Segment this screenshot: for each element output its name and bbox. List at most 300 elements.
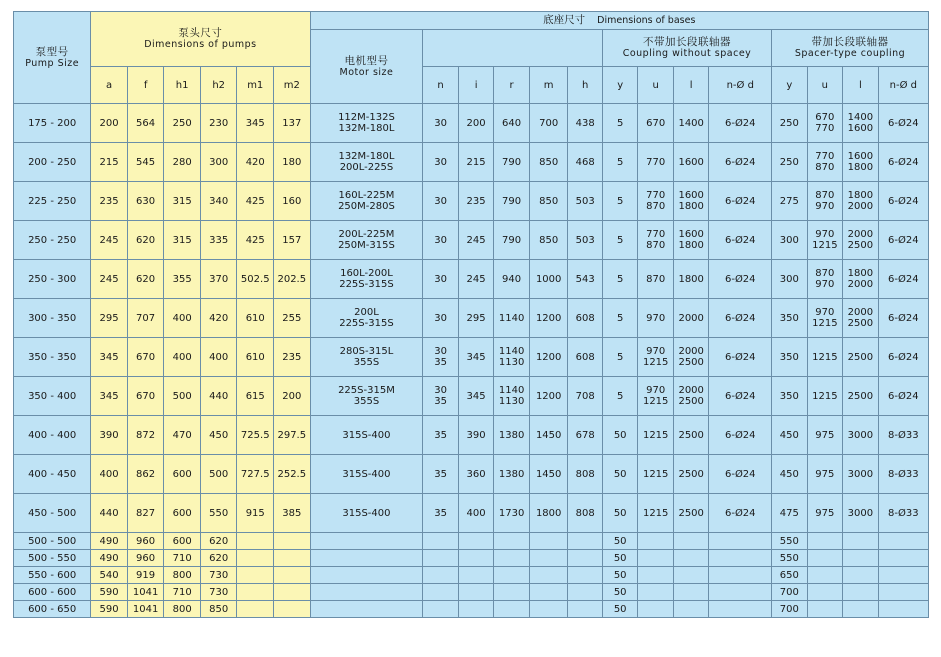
- empty-cell: [568, 567, 602, 584]
- cell-line: 670: [815, 112, 835, 123]
- motor-cell: [310, 221, 423, 260]
- pump-dim-cell: 425: [237, 221, 274, 260]
- pump-size-en: Pump Size: [25, 57, 80, 69]
- cell-line: 6-Ø24: [724, 468, 756, 480]
- cell-line: 6-Ø24: [888, 234, 919, 246]
- cell-line: 1215: [812, 351, 838, 363]
- cell-line: 975: [815, 468, 835, 480]
- pump-dim-cell: 252.5: [274, 455, 311, 494]
- empty-cell: [237, 550, 274, 567]
- cell-line: 1800: [678, 273, 704, 285]
- pump-dim-cell: 160: [274, 182, 311, 221]
- base-dim-cell: 678: [568, 416, 602, 455]
- cell-line: 870: [815, 190, 835, 201]
- spacer-cell: [807, 494, 843, 533]
- pump-dim-cell: 540: [91, 567, 128, 584]
- empty-cell: [843, 584, 879, 601]
- empty-cell: [878, 584, 928, 601]
- pump-dim-cell: 425: [237, 182, 274, 221]
- no-spacer-cell: [602, 455, 638, 494]
- coupling-no-cn: 不带加长段联轴器: [643, 36, 732, 48]
- pump-dim-cell: 400: [164, 338, 201, 377]
- pump-dim-cell: 915: [237, 494, 274, 533]
- pump-dim-cell: 502.5: [237, 260, 274, 299]
- cell-line: 6-Ø24: [724, 156, 756, 168]
- base-dim-cell: 790: [494, 182, 530, 221]
- cell-line: 355S: [353, 396, 380, 407]
- base-dim-cell: 708: [568, 377, 602, 416]
- base-dim-cell: 30: [423, 260, 459, 299]
- spacer-cell: [772, 416, 808, 455]
- motor-cell: [310, 494, 423, 533]
- cell-line: 2500: [847, 318, 874, 329]
- no-spacer-cell: [638, 299, 674, 338]
- spacer-cell: [807, 299, 843, 338]
- pump-size-cn: 泵型号: [35, 45, 69, 58]
- base-blank-header: [423, 30, 603, 67]
- no-spacer-cell: [602, 338, 638, 377]
- pump-size-cell: 250 - 300: [14, 260, 91, 299]
- col-header-spacer: y: [772, 67, 808, 104]
- pump-dim-cell: 862: [127, 455, 164, 494]
- base-dim-cell: [423, 338, 459, 377]
- cell-line: 2500: [678, 507, 704, 519]
- motor-cell: [310, 104, 423, 143]
- pump-dim-cell: 400: [91, 455, 128, 494]
- empty-cell: [274, 533, 311, 550]
- pump-dim-cell: 670: [127, 338, 164, 377]
- pump-dim-cell: 615: [237, 377, 274, 416]
- cell-line: 35: [434, 396, 447, 407]
- no-spacer-cell: [673, 377, 709, 416]
- empty-cell: [673, 567, 709, 584]
- spacer-cell: [772, 377, 808, 416]
- pump-dim-cell: 215: [91, 143, 128, 182]
- motor-cell: [310, 567, 423, 584]
- empty-cell: [638, 601, 674, 618]
- no-spacer-cell: [602, 416, 638, 455]
- no-spacer-cell: [673, 104, 709, 143]
- col-header-no-spacer: n-Ø d: [709, 67, 772, 104]
- pump-dim-cell: 1041: [127, 601, 164, 618]
- cell-line: 970: [646, 346, 666, 357]
- motor-cell: [310, 584, 423, 601]
- spacer-cell: [878, 377, 928, 416]
- empty-cell: [423, 533, 459, 550]
- cell-line: 1140: [498, 346, 525, 357]
- cell-line: 50: [613, 429, 627, 441]
- empty-cell: [568, 601, 602, 618]
- empty-cell: [673, 601, 709, 618]
- motor-cell: [310, 601, 423, 618]
- cell-line: 3000: [847, 507, 874, 519]
- empty-cell: [638, 567, 674, 584]
- base-dim-cell: 345: [458, 338, 494, 377]
- empty-cell: [494, 550, 530, 567]
- table-row: [14, 299, 929, 338]
- spacer-cell: [878, 494, 928, 533]
- spacer-cell: [807, 260, 843, 299]
- pump-dim-cell: 157: [274, 221, 311, 260]
- empty-cell: [843, 550, 879, 567]
- pump-dim-cell: 1041: [127, 584, 164, 601]
- table-row: [14, 377, 929, 416]
- pump-dim-cell: 707: [127, 299, 164, 338]
- pump-dim-cell: 470: [164, 416, 201, 455]
- base-dim-cell: 1380: [494, 416, 530, 455]
- cell-line: 30: [434, 385, 447, 396]
- cell-line: 6-Ø24: [724, 390, 756, 402]
- cell-line: 870: [815, 162, 835, 173]
- table-row: [14, 416, 929, 455]
- pump-size-cell: 600 - 600: [14, 584, 91, 601]
- table-row: [14, 104, 929, 143]
- cell-line: 1215: [812, 390, 838, 402]
- no-spacer-cell: [673, 143, 709, 182]
- cell-line: 3000: [847, 468, 874, 480]
- cell-line: 1130: [498, 357, 525, 368]
- empty-cell: [568, 550, 602, 567]
- base-dim-cell: 1730: [494, 494, 530, 533]
- cell-line: 6-Ø24: [724, 273, 756, 285]
- pump-size-cell: 350 - 400: [14, 377, 91, 416]
- pump-dim-cell: 300: [200, 143, 237, 182]
- spacer-cell: [878, 455, 928, 494]
- empty-cell: [568, 584, 602, 601]
- pump-dim-cell: 235: [91, 182, 128, 221]
- col-header-base: r: [494, 67, 530, 104]
- pump-dim-cell: 710: [164, 584, 201, 601]
- col-header-pump: m1: [237, 67, 274, 104]
- pump-dim-cell: 564: [127, 104, 164, 143]
- base-dim-cell: 700: [529, 104, 568, 143]
- no-spacer-cell: [638, 377, 674, 416]
- no-spacer-cell: [638, 416, 674, 455]
- base-dim-cell: 400: [458, 494, 494, 533]
- pump-size-cell: 500 - 550: [14, 550, 91, 567]
- cell-line: 250M-280S: [338, 201, 395, 212]
- empty-cell: [274, 584, 311, 601]
- cell-line: 770: [815, 123, 835, 134]
- pump-dim-cell: 315: [164, 182, 201, 221]
- pump-dim-cell: 200: [91, 104, 128, 143]
- base-dim-cell: 215: [458, 143, 494, 182]
- spacer-cell: [807, 143, 843, 182]
- spacer-cell: 550: [772, 533, 808, 550]
- pump-dim-cell: 725.5: [237, 416, 274, 455]
- pump-dim-cell: 345: [237, 104, 274, 143]
- cell-line: 870: [646, 273, 666, 285]
- pump-dim-cell: 850: [200, 601, 237, 618]
- base-dim-cell: 640: [494, 104, 530, 143]
- no-spacer-cell: [709, 455, 772, 494]
- empty-cell: [807, 550, 843, 567]
- cell-line: 2500: [678, 396, 704, 407]
- no-spacer-cell: [638, 143, 674, 182]
- empty-cell: [709, 584, 772, 601]
- cell-line: 970: [815, 279, 835, 290]
- col-header-pump: h1: [164, 67, 201, 104]
- cell-line: 1600: [678, 156, 704, 168]
- no-spacer-cell: [602, 494, 638, 533]
- base-dim-cell: 850: [529, 182, 568, 221]
- pump-dim-cell: 630: [127, 182, 164, 221]
- cell-line: 6-Ø24: [724, 507, 756, 519]
- pump-size-cell: 400 - 400: [14, 416, 91, 455]
- cell-line: 35: [434, 357, 447, 368]
- cell-line: 975: [815, 507, 835, 519]
- spacer-cell: [843, 143, 879, 182]
- cell-line: 1215: [642, 357, 669, 368]
- cell-line: 1600: [678, 190, 704, 201]
- cell-line: 2000: [678, 346, 704, 357]
- no-spacer-cell: 50: [602, 550, 638, 567]
- cell-line: 1140: [498, 385, 525, 396]
- pump-size-cell: 350 - 350: [14, 338, 91, 377]
- pump-size-cell: 500 - 500: [14, 533, 91, 550]
- pump-dim-cell: 440: [91, 494, 128, 533]
- motor-cell: [310, 455, 423, 494]
- spacer-cell: [843, 494, 879, 533]
- cell-line: 6-Ø24: [888, 390, 919, 402]
- coupling-no-en: Coupling without spacey: [622, 48, 752, 59]
- cell-line: 6-Ø24: [888, 351, 919, 363]
- empty-cell: [494, 601, 530, 618]
- no-spacer-cell: [602, 377, 638, 416]
- cell-line: 6-Ø24: [888, 273, 919, 285]
- col-header-no-spacer: u: [638, 67, 674, 104]
- cell-line: 5: [617, 273, 624, 285]
- empty-cell: [237, 584, 274, 601]
- pump-dim-cell: 730: [200, 567, 237, 584]
- empty-cell: [458, 550, 494, 567]
- motor-cell: [310, 182, 423, 221]
- table-row: [14, 584, 929, 601]
- empty-cell: [458, 601, 494, 618]
- base-dim-cell: 295: [458, 299, 494, 338]
- pump-dim-cell: 370: [200, 260, 237, 299]
- motor-header: [310, 30, 423, 104]
- base-dim-cell: 850: [529, 143, 568, 182]
- no-spacer-cell: [709, 494, 772, 533]
- empty-cell: [494, 567, 530, 584]
- pump-size-cell: 600 - 650: [14, 601, 91, 618]
- base-dim-cell: 808: [568, 494, 602, 533]
- pump-dim-cell: 245: [91, 221, 128, 260]
- pump-dim-cell: 610: [237, 338, 274, 377]
- base-dim-cell: [423, 377, 459, 416]
- base-dim-cell: 1000: [529, 260, 568, 299]
- pump-dim-cell: 670: [127, 377, 164, 416]
- spacer-cell: [772, 494, 808, 533]
- base-dim-cell: 235: [458, 182, 494, 221]
- col-header-no-spacer: y: [602, 67, 638, 104]
- cell-line: 2500: [678, 357, 704, 368]
- cell-line: 30: [434, 346, 447, 357]
- pump-dims-cn: 泵头尺寸: [178, 27, 223, 39]
- spacer-cell: [772, 299, 808, 338]
- pump-dim-cell: 490: [91, 550, 128, 567]
- no-spacer-cell: [602, 299, 638, 338]
- base-dim-cell: 503: [568, 182, 602, 221]
- cell-line: 6-Ø24: [888, 156, 919, 168]
- col-header-base: n: [423, 67, 459, 104]
- cell-line: 160L-225M: [338, 190, 395, 201]
- spacer-cell: [878, 104, 928, 143]
- cell-line: 975: [815, 429, 835, 441]
- cell-line: 3000: [847, 429, 874, 441]
- base-dims-header: [310, 12, 928, 30]
- motor-cn: 电机型号: [344, 54, 389, 67]
- cell-line: 225S-315M: [338, 385, 395, 396]
- cell-line: 2000: [678, 385, 704, 396]
- cell-line: 5: [617, 195, 624, 207]
- table-row: [14, 550, 929, 567]
- empty-cell: [529, 550, 568, 567]
- empty-cell: [494, 533, 530, 550]
- cell-line: 870: [646, 201, 666, 212]
- cell-line: 1800: [678, 240, 704, 251]
- spacer-cell: [772, 104, 808, 143]
- no-spacer-cell: 50: [602, 567, 638, 584]
- cell-line: 670: [646, 117, 666, 129]
- empty-cell: [878, 533, 928, 550]
- pump-dim-cell: 827: [127, 494, 164, 533]
- table-row: [14, 455, 929, 494]
- pump-dim-cell: 335: [200, 221, 237, 260]
- header-row-3: [14, 67, 929, 104]
- no-spacer-cell: [673, 338, 709, 377]
- cell-line: 350: [779, 312, 799, 324]
- cell-line: 132M-180L: [338, 151, 395, 162]
- empty-cell: [274, 550, 311, 567]
- empty-cell: [458, 533, 494, 550]
- spacer-cell: [807, 104, 843, 143]
- pump-dim-cell: 345: [91, 338, 128, 377]
- pump-dim-cell: 500: [164, 377, 201, 416]
- base-dim-cell: 940: [494, 260, 530, 299]
- cell-line: 6-Ø24: [724, 351, 756, 363]
- spacer-cell: [878, 182, 928, 221]
- no-spacer-cell: [709, 299, 772, 338]
- cell-line: 870: [646, 240, 666, 251]
- cell-line: 315S-400: [342, 507, 391, 519]
- spacer-cell: [843, 299, 879, 338]
- pump-size-cell: 400 - 450: [14, 455, 91, 494]
- pump-dim-cell: 137: [274, 104, 311, 143]
- cell-line: 355S: [353, 357, 380, 368]
- empty-cell: [494, 584, 530, 601]
- cell-line: 970: [815, 307, 835, 318]
- base-dim-cell: 35: [423, 416, 459, 455]
- empty-cell: [423, 584, 459, 601]
- cell-line: 1600: [678, 229, 704, 240]
- motor-cell: [310, 338, 423, 377]
- cell-line: 5: [617, 390, 624, 402]
- cell-line: 300: [779, 273, 799, 285]
- pump-dim-cell: 200: [274, 377, 311, 416]
- pump-dim-cell: 180: [274, 143, 311, 182]
- cell-line: 870: [815, 268, 835, 279]
- col-header-no-spacer: l: [673, 67, 709, 104]
- empty-cell: [807, 584, 843, 601]
- no-spacer-cell: [709, 104, 772, 143]
- empty-cell: [709, 550, 772, 567]
- col-header-pump: f: [127, 67, 164, 104]
- pump-dim-cell: 345: [91, 377, 128, 416]
- empty-cell: [529, 567, 568, 584]
- base-dim-cell: 30: [423, 182, 459, 221]
- pump-dim-cell: 400: [200, 338, 237, 377]
- no-spacer-cell: [638, 182, 674, 221]
- spacer-cell: [843, 182, 879, 221]
- cell-line: 5: [617, 351, 624, 363]
- spacer-cell: [807, 182, 843, 221]
- cell-line: 200L-225S: [339, 162, 394, 173]
- spacer-cell: [772, 143, 808, 182]
- spacer-cell: [843, 221, 879, 260]
- cell-line: 160L-200L: [340, 268, 393, 279]
- empty-cell: [673, 550, 709, 567]
- pump-size-cell: 550 - 600: [14, 567, 91, 584]
- cell-line: 2000: [678, 312, 704, 324]
- base-dim-cell: 790: [494, 221, 530, 260]
- no-spacer-cell: [638, 455, 674, 494]
- no-spacer-cell: [602, 221, 638, 260]
- cell-line: 450: [779, 468, 799, 480]
- empty-cell: [843, 601, 879, 618]
- dimensions-table-wrap: [13, 11, 929, 618]
- pump-size-cell: 450 - 500: [14, 494, 91, 533]
- no-spacer-cell: [638, 338, 674, 377]
- pump-dim-cell: 245: [91, 260, 128, 299]
- spacer-cell: [843, 377, 879, 416]
- pump-dim-cell: 800: [164, 567, 201, 584]
- spacer-cell: 550: [772, 550, 808, 567]
- pump-dim-cell: 919: [127, 567, 164, 584]
- cell-line: 475: [779, 507, 799, 519]
- cell-line: 50: [613, 507, 627, 519]
- coupling-no-spacer-header: [602, 30, 771, 67]
- spacer-cell: [807, 455, 843, 494]
- table-row: [14, 601, 929, 618]
- cell-line: 225S-315S: [339, 279, 394, 290]
- spacer-cell: [878, 416, 928, 455]
- empty-cell: [673, 533, 709, 550]
- cell-line: 2000: [847, 201, 874, 212]
- cell-line: 6-Ø24: [724, 195, 756, 207]
- cell-line: 1600: [847, 123, 874, 134]
- cell-line: 132M-180L: [338, 123, 395, 134]
- pump-dim-cell: 710: [164, 550, 201, 567]
- spacer-cell: [878, 338, 928, 377]
- spacer-cell: [807, 221, 843, 260]
- cell-line: 250: [779, 156, 799, 168]
- cell-line: 970: [815, 201, 835, 212]
- cell-line: 250: [779, 117, 799, 129]
- motor-cell: [310, 550, 423, 567]
- pump-dim-cell: 620: [200, 533, 237, 550]
- cell-line: 200L: [354, 307, 379, 318]
- no-spacer-cell: [673, 494, 709, 533]
- pump-size-cell: 175 - 200: [14, 104, 91, 143]
- cell-line: 1800: [678, 201, 704, 212]
- base-dim-cell: 200: [458, 104, 494, 143]
- pump-size-cell: 300 - 350: [14, 299, 91, 338]
- empty-cell: [568, 533, 602, 550]
- no-spacer-cell: [709, 377, 772, 416]
- no-spacer-cell: 50: [602, 601, 638, 618]
